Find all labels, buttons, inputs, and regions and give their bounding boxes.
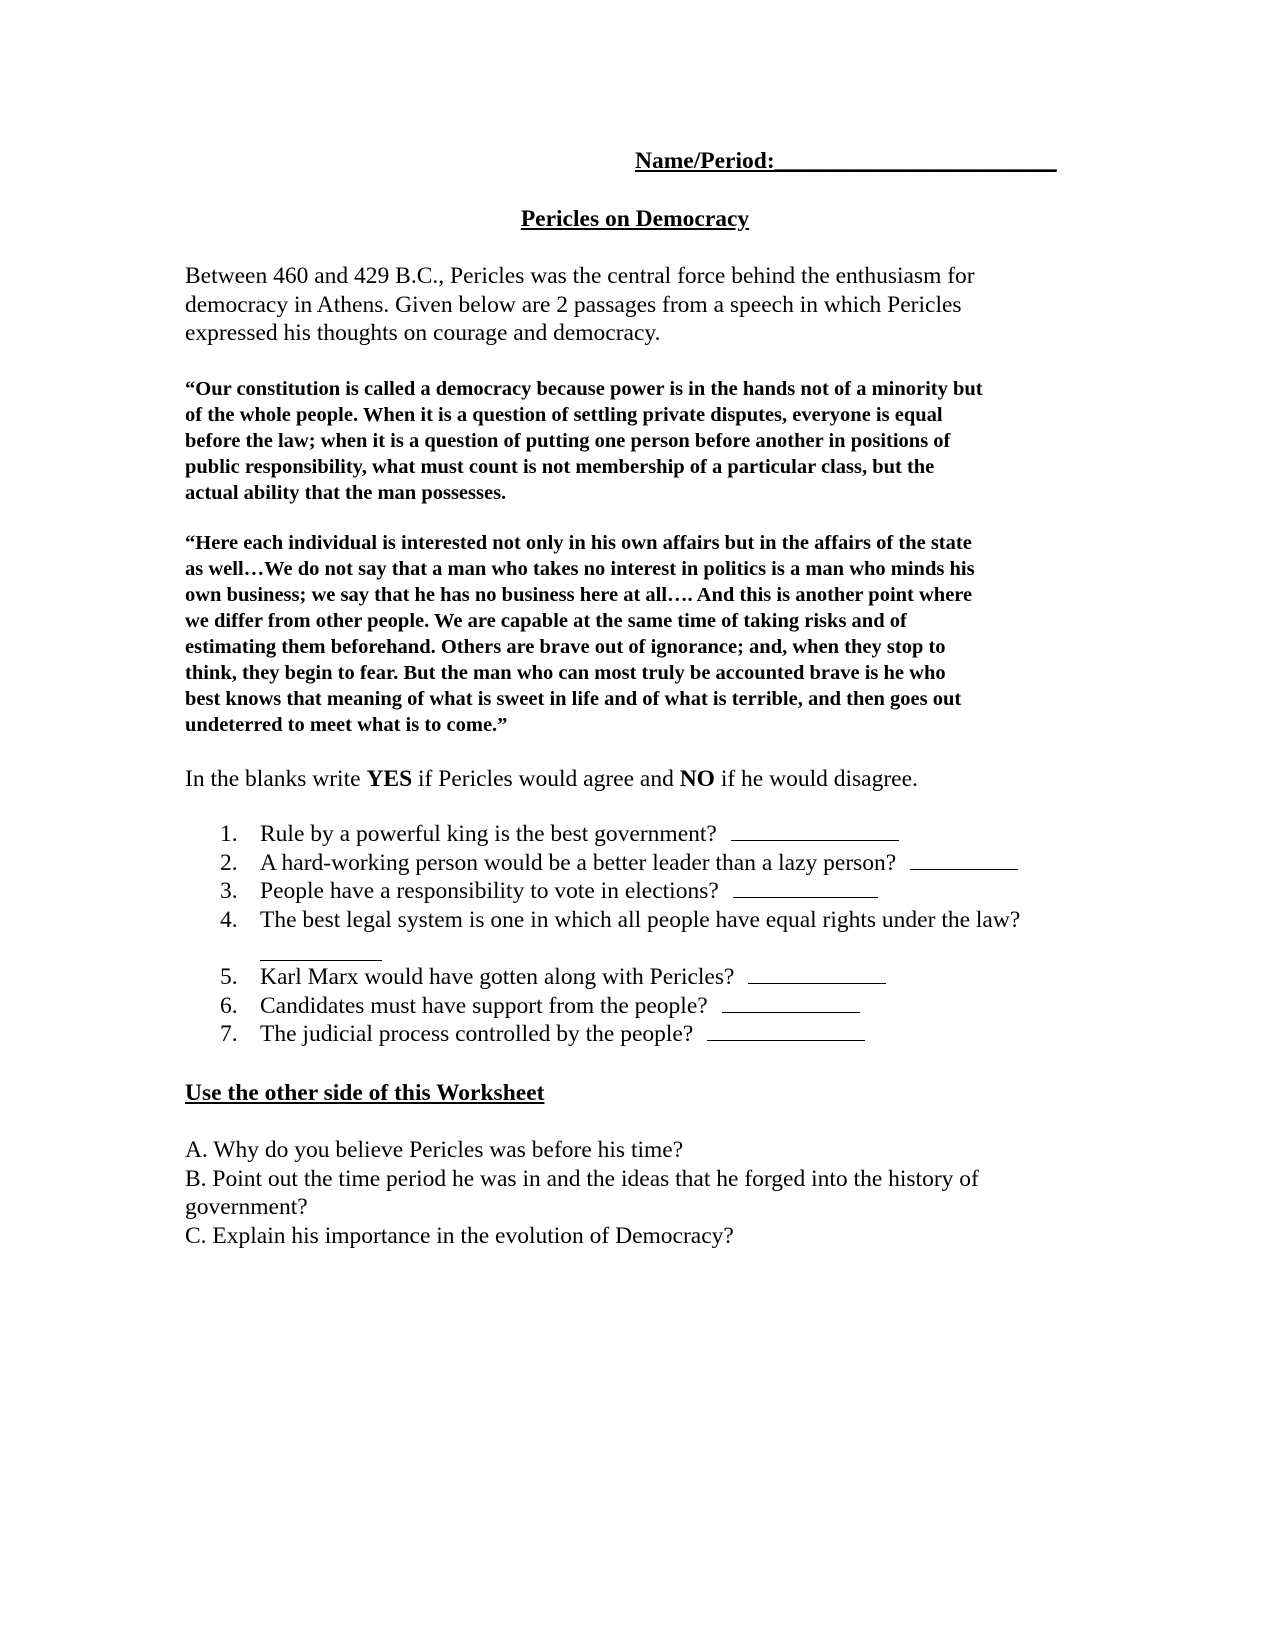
question-number: 3. (220, 878, 238, 904)
prompt-line: A. Why do you believe Pericles was before his time? (185, 1137, 684, 1163)
intro-line: Between 460 and 429 B.C., Pericles was the central force behind the enthusiasm for (185, 263, 975, 289)
passage-line: “Our constitution is called a democracy because power is in the hands not of a minority but (185, 378, 983, 400)
passage-line: estimating them beforehand. Others are brave out of ignorance; and, when they stop to (185, 636, 946, 658)
question-text: People have a responsibility to vote in elections? (260, 878, 719, 904)
passage-line: as well…We do not say that a man who takes no interest in politics is a man who minds his (185, 558, 975, 580)
passage-line: best knows that meaning of what is sweet in life and of what is terrible, and then goes out (185, 688, 962, 710)
intro-line: democracy in Athens. Given below are 2 passages from a speech in which Pericles (185, 291, 962, 318)
question-text: Karl Marx would have gotten along with Pericles? (260, 964, 735, 990)
question-item (220, 1020, 1100, 1049)
instructions-text: if Pericles would agree and (412, 766, 680, 792)
intro-paragraph (185, 262, 1085, 348)
answer-blank[interactable] (260, 940, 382, 961)
question-number: 6. (220, 992, 238, 1019)
question-item (220, 992, 1100, 1021)
yes-keyword: YES (366, 766, 413, 792)
name-period-field: Name/Period:________________________ (635, 148, 1057, 174)
prompt-line: C. Explain his importance in the evolution of Democracy? (185, 1222, 734, 1249)
section-heading: Use the other side of this Worksheet (185, 1080, 545, 1106)
passage-line: we differ from other people. We are capable at the same time of taking risks and of (185, 610, 907, 632)
instructions-text: if he would disagree. (714, 766, 918, 792)
essay-prompts (185, 1136, 1085, 1250)
passage-2 (185, 530, 1085, 738)
passage-line: actual ability that the man possesses. (185, 482, 507, 504)
passage-line: think, they begin to fear. But the man who can most truly be accounted brave is he who (185, 662, 946, 684)
intro-line: expressed his thoughts on courage and democracy. (185, 320, 661, 346)
question-text: Candidates must have support from the people? (260, 992, 708, 1019)
no-keyword: NO (679, 766, 715, 792)
question-number: 5. (220, 964, 238, 990)
page-title: Pericles on Democracy (520, 206, 750, 232)
question-item (220, 820, 1100, 849)
passage-line: “Here each individual is interested not only in his own affairs but in the affairs of the state (185, 532, 972, 554)
question-text: A hard-working person would be a better leader than a lazy person? (260, 849, 897, 876)
instructions (185, 766, 918, 793)
question-text: The best legal system is one in which all people have equal rights under the law? (260, 906, 1021, 933)
answer-blank[interactable] (707, 1020, 865, 1041)
question-item (220, 877, 1100, 906)
answer-blank[interactable] (722, 992, 860, 1013)
passage-line: undeterred to meet what is to come.” (185, 714, 508, 736)
answer-blank[interactable] (748, 963, 886, 984)
prompt-line: B. Point out the time period he was in and the ideas that he forged into the history of (185, 1165, 979, 1192)
question-number: 1. (220, 821, 238, 847)
answer-blank[interactable] (731, 820, 899, 841)
question-item (220, 849, 1100, 878)
passage-line: before the law; when it is a question of putting one person before another in positions of (185, 430, 951, 452)
question-text: Rule by a powerful king is the best government? (260, 821, 717, 847)
answer-blank[interactable] (733, 877, 878, 898)
question-item (220, 906, 1100, 962)
question-number: 4. (220, 906, 238, 933)
prompt-line: government? (185, 1194, 308, 1220)
question-number: 7. (220, 1021, 238, 1047)
question-list (220, 820, 1100, 1049)
question-text: The judicial process controlled by the people? (260, 1021, 694, 1047)
instructions-text: In the blanks write (185, 766, 367, 792)
answer-blank[interactable] (910, 849, 1018, 870)
question-number: 2. (220, 849, 238, 876)
passage-line: public responsibility, what must count is not membership of a particular class, but the (185, 456, 935, 478)
question-item (220, 963, 1100, 992)
passage-1 (185, 376, 1085, 506)
passage-line: own business; we say that he has no business here at all…. And this is another point where (185, 584, 973, 606)
passage-line: of the whole people. When it is a question of settling private disputes, everyone is equal (185, 404, 943, 426)
